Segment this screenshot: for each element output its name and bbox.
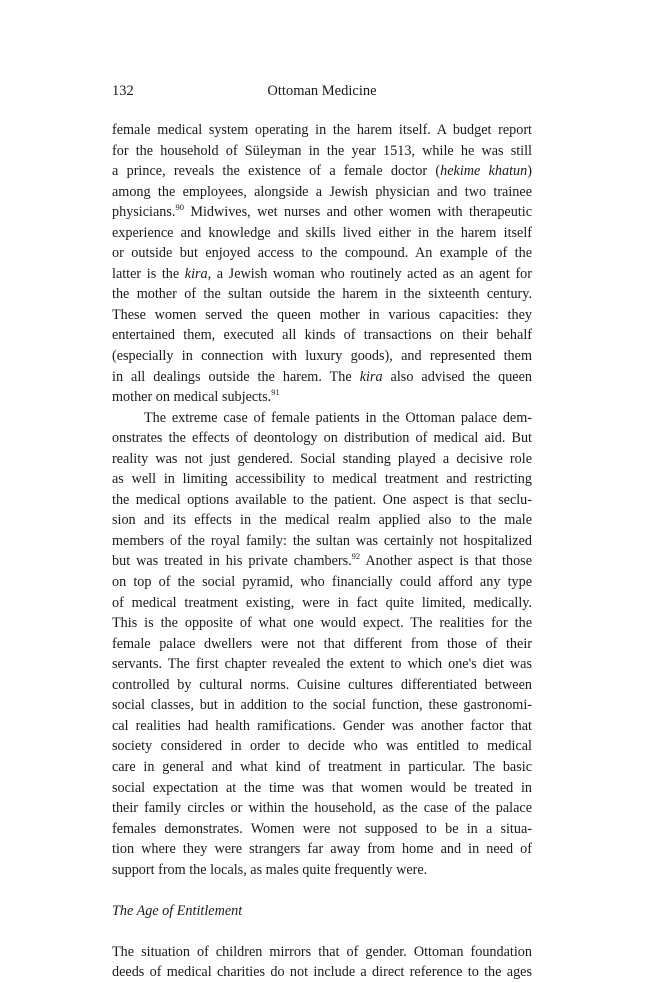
text-line: female medical system operating in the harem itself. A budget report <box>112 122 532 138</box>
italic-term: hekime khatun <box>440 163 528 180</box>
text-line: members of the royal family: the sultan was certainly not hospitalized <box>112 532 532 549</box>
text-line: onstrates the effects of deontology on distribution of medical aid. But <box>112 430 532 447</box>
footnote-marker: 91 <box>271 387 280 398</box>
text-line: The situation of children mirrors that of gender. Ottoman foundation <box>112 943 532 960</box>
footnote-marker: 90 <box>175 202 184 213</box>
text-line: cal realities had health ramifications. Gender was another factor that <box>112 717 532 734</box>
text-line: the mother of the sultan outside the harem in the sixteenth century. <box>112 286 532 303</box>
text-line: of medical treatment existing, were in fact quite limited, medically. <box>112 594 532 611</box>
spacer <box>112 921 532 942</box>
text-line: in all dealings outside the harem. The kira also advised the queen <box>112 368 532 385</box>
text-line: reality was not just gendered. Social standing played a decisive role <box>112 450 532 467</box>
text-line: tion where they were strangers far away from home and in need of <box>112 841 532 858</box>
text-line: The extreme case of female patients in the Ottoman palace dem- <box>144 409 532 426</box>
text-line: (especially in connection with luxury goods), and represented them <box>112 348 532 365</box>
text-line: their family circles or within the household, as the case of the palace <box>112 800 532 817</box>
text-line: female palace dwellers were not that different from those of their <box>112 635 532 652</box>
section-heading: The Age of Entitlement <box>112 902 243 919</box>
text-line: social expectation at the time was that women would be treated in <box>112 779 532 796</box>
text-line: social classes, but in addition to the social function, these gastronomi- <box>112 697 532 714</box>
text-line: deeds of medical charities do not include a direct reference to the ages <box>112 964 532 981</box>
spacer <box>112 880 532 901</box>
page-number: 132 <box>112 83 134 99</box>
text-line: latter is the kira, a Jewish woman who routinely acted as an agent for <box>112 265 532 282</box>
running-head: Ottoman Medicine <box>267 83 377 99</box>
text-line: females demonstrates. Women were not supposed to be in a situa- <box>112 820 532 837</box>
text-line: physicians.$^{90}$ Midwives, wet nurses and other women with therapeutic <box>112 202 532 221</box>
text-line: sion and its effects in the medical realm applied also to the male <box>112 512 532 529</box>
text-line: among the employees, alongside a Jewish physician and two trainee <box>112 183 532 200</box>
italic-term: kira <box>184 265 208 282</box>
text-line: experience and knowledge and skills lived either in the harem itself <box>112 224 532 241</box>
text-line: society considered in order to decide who was entitled to medical <box>112 738 532 755</box>
text-line: mother on medical subjects.$^{91}$ <box>112 387 280 406</box>
body-text <box>112 120 532 983</box>
text-line: These women served the queen mother in various capacities: they <box>112 306 532 323</box>
footnote-marker: 92 <box>351 551 361 562</box>
text-line: controlled by cultural norms. Cuisine cultures differentiated between <box>112 676 532 693</box>
text-line: support from the locals, as males quite frequently were. <box>112 861 428 878</box>
text-line: the medical options available to the patient. One aspect is that seclu- <box>112 491 532 508</box>
text-line: servants. The first chapter revealed the extent to which one's diet was <box>112 656 532 673</box>
text-line: care in general and what kind of treatment in particular. The basic <box>112 758 532 775</box>
text-line: a prince, reveals the existence of a female doctor (hekime khatun) <box>112 163 532 180</box>
text-line: but was treated in his private chambers.$^{92}$ Another aspect is that those <box>112 551 532 570</box>
text-line: as well in limiting accessibility to medical treatment and restricting <box>112 471 532 488</box>
text-line: on top of the social pyramid, who financially could afford any type <box>112 574 532 591</box>
text-line: This is the opposite of what one would expect. The realities for the <box>112 615 532 632</box>
page-header <box>112 80 532 102</box>
text-line: for the household of Süleyman in the year 1513, while he was still <box>112 142 532 159</box>
text-line: or outside but enjoyed access to the compound. An example of the <box>112 245 532 262</box>
italic-term: kira <box>359 368 383 385</box>
text-line: entertained them, executed all kinds of transactions on their behalf <box>112 327 532 344</box>
